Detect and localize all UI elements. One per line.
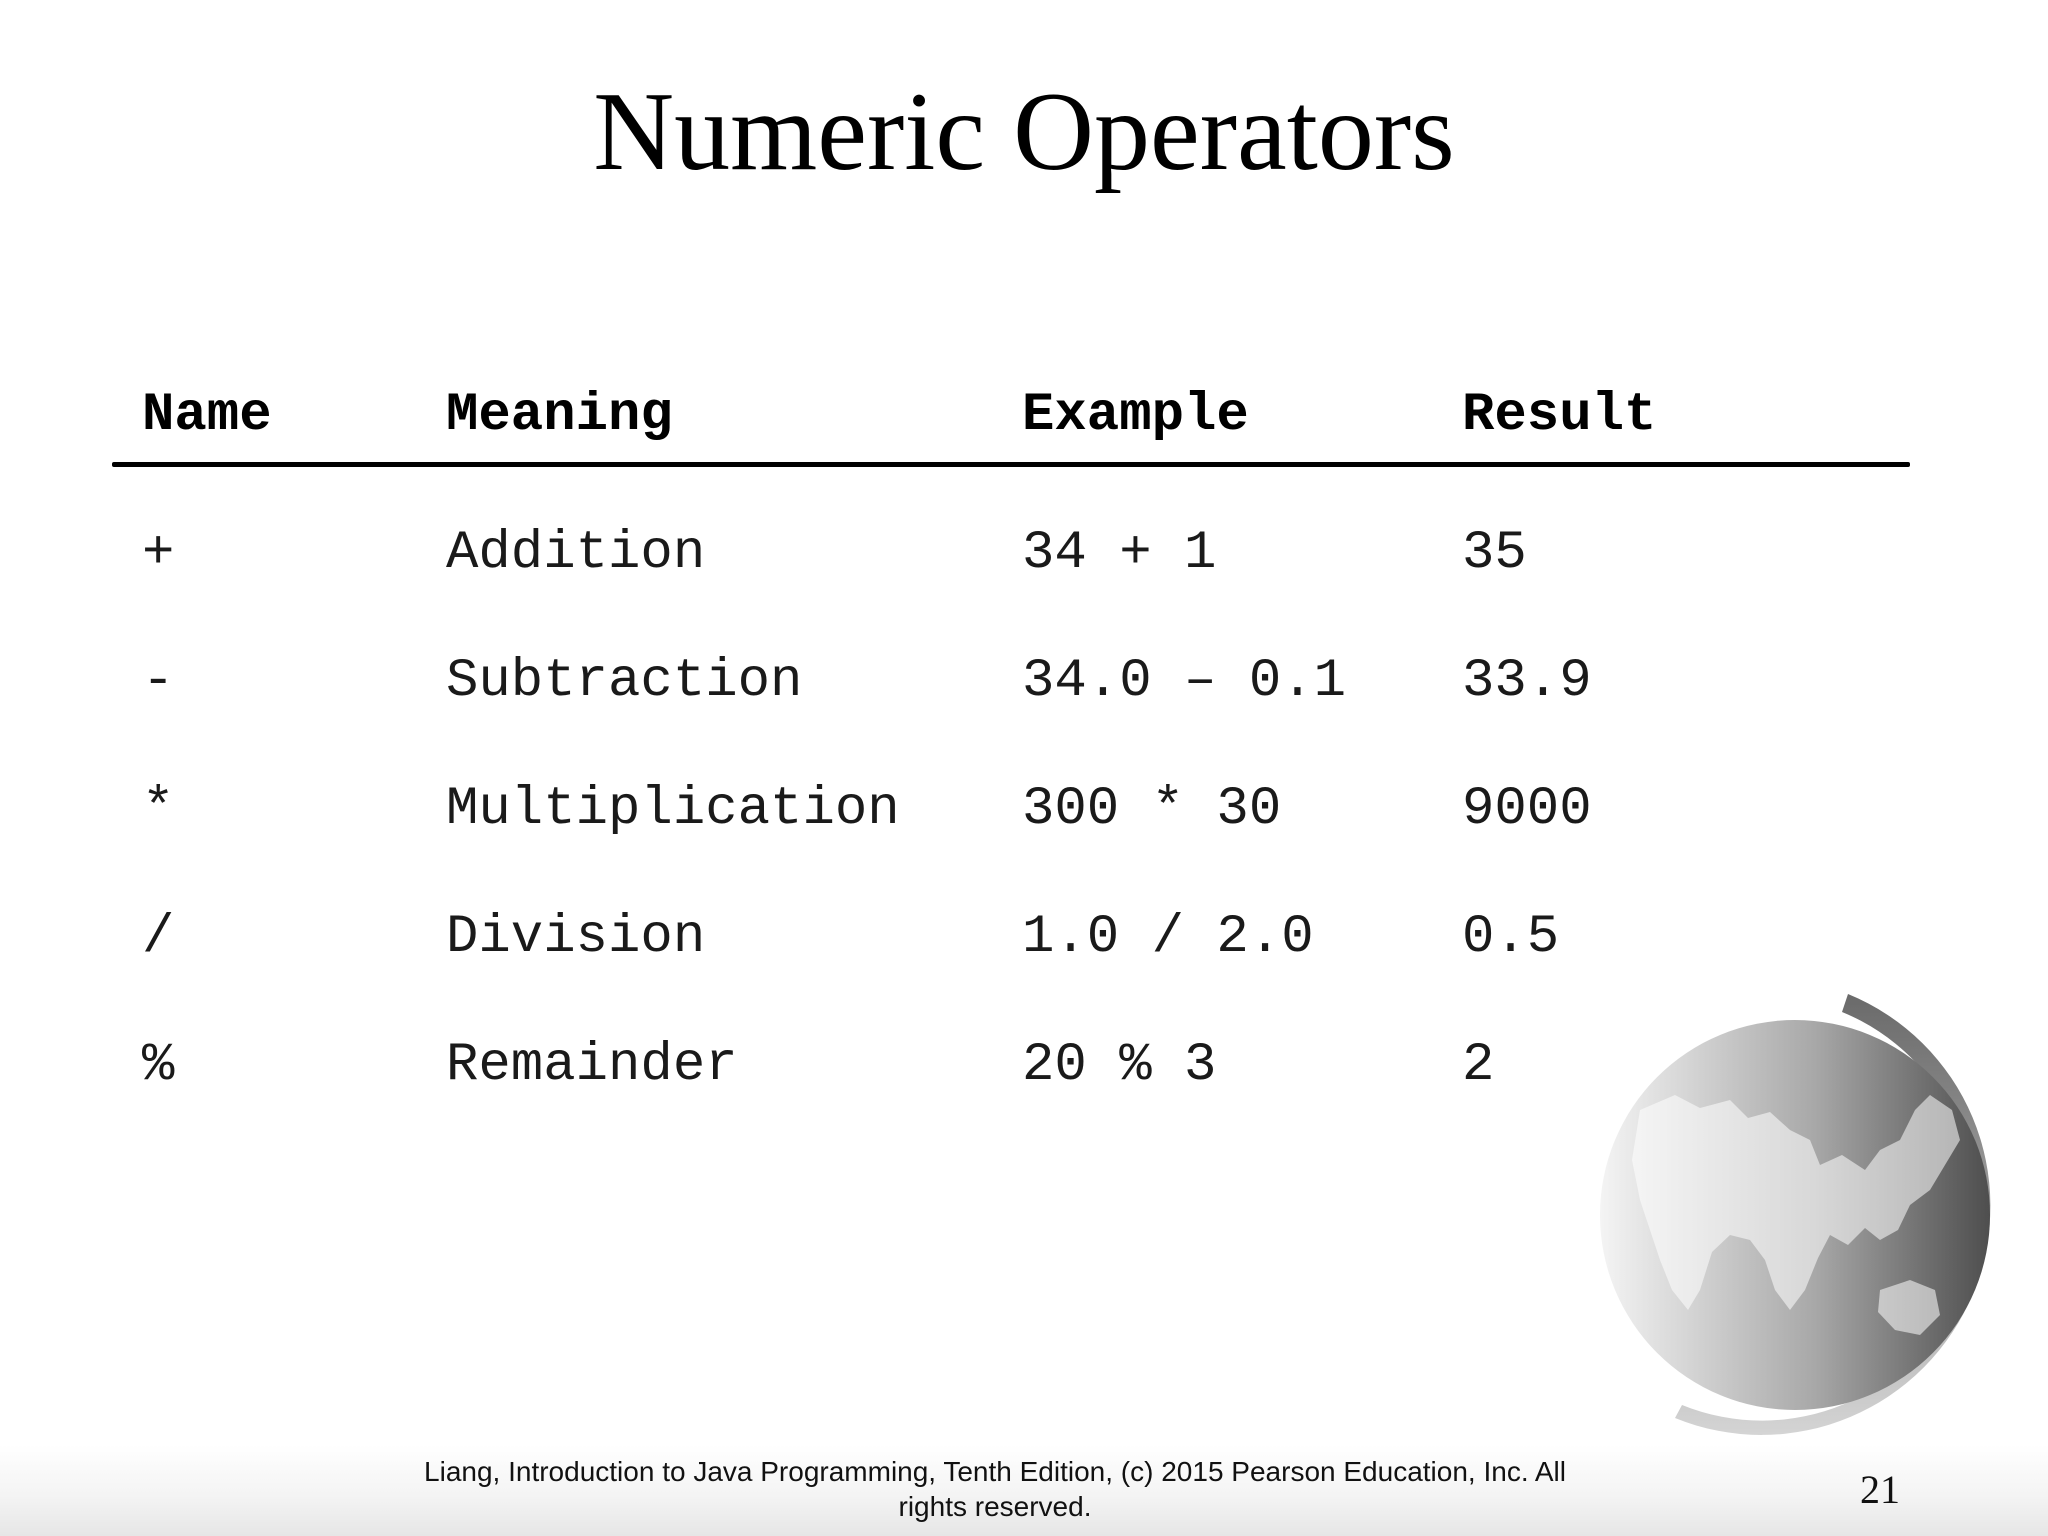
operator-symbol: /: [142, 907, 175, 968]
operator-symbol: +: [142, 523, 175, 584]
operator-symbol: *: [142, 779, 175, 840]
operator-meaning: Division: [446, 907, 706, 968]
operator-result: 35: [1462, 523, 1527, 584]
header-name: Name: [142, 385, 272, 446]
header-result: Result: [1462, 385, 1657, 446]
table-row: [112, 646, 1910, 774]
globe-icon: [1580, 990, 2020, 1480]
operator-result: 0.5: [1462, 907, 1560, 968]
header-divider: [112, 462, 1910, 467]
table-row: [112, 518, 1910, 646]
operator-symbol: -: [142, 651, 175, 712]
table-row: [112, 774, 1910, 902]
operator-result: 33.9: [1462, 651, 1592, 712]
operator-symbol: %: [142, 1035, 175, 1096]
operator-example: 34.0 – 0.1: [1022, 651, 1347, 712]
operator-meaning: Subtraction: [446, 651, 803, 712]
operator-result: 9000: [1462, 779, 1592, 840]
header-meaning: Meaning: [446, 385, 673, 446]
operators-table-header: [112, 380, 1910, 458]
operator-example: 34 + 1: [1022, 523, 1217, 584]
operator-meaning: Remainder: [446, 1035, 738, 1096]
table-header-row: [112, 380, 1910, 458]
slide-number: 21: [1860, 1467, 1900, 1512]
operator-meaning: Addition: [446, 523, 706, 584]
operator-example: 1.0 / 2.0: [1022, 907, 1314, 968]
operator-result: 2: [1462, 1035, 1495, 1096]
operator-meaning: Multiplication: [446, 779, 900, 840]
operator-example: 300 * 30: [1022, 779, 1282, 840]
slide-title: Numeric Operators: [593, 70, 1455, 194]
header-example: Example: [1022, 385, 1249, 446]
footer-copyright: Liang, Introduction to Java Programming, Tenth Edition, (c) 2015 Pearson Education, Inc. All rights reserved.: [424, 1456, 1566, 1522]
operator-example: 20 % 3: [1022, 1035, 1217, 1096]
